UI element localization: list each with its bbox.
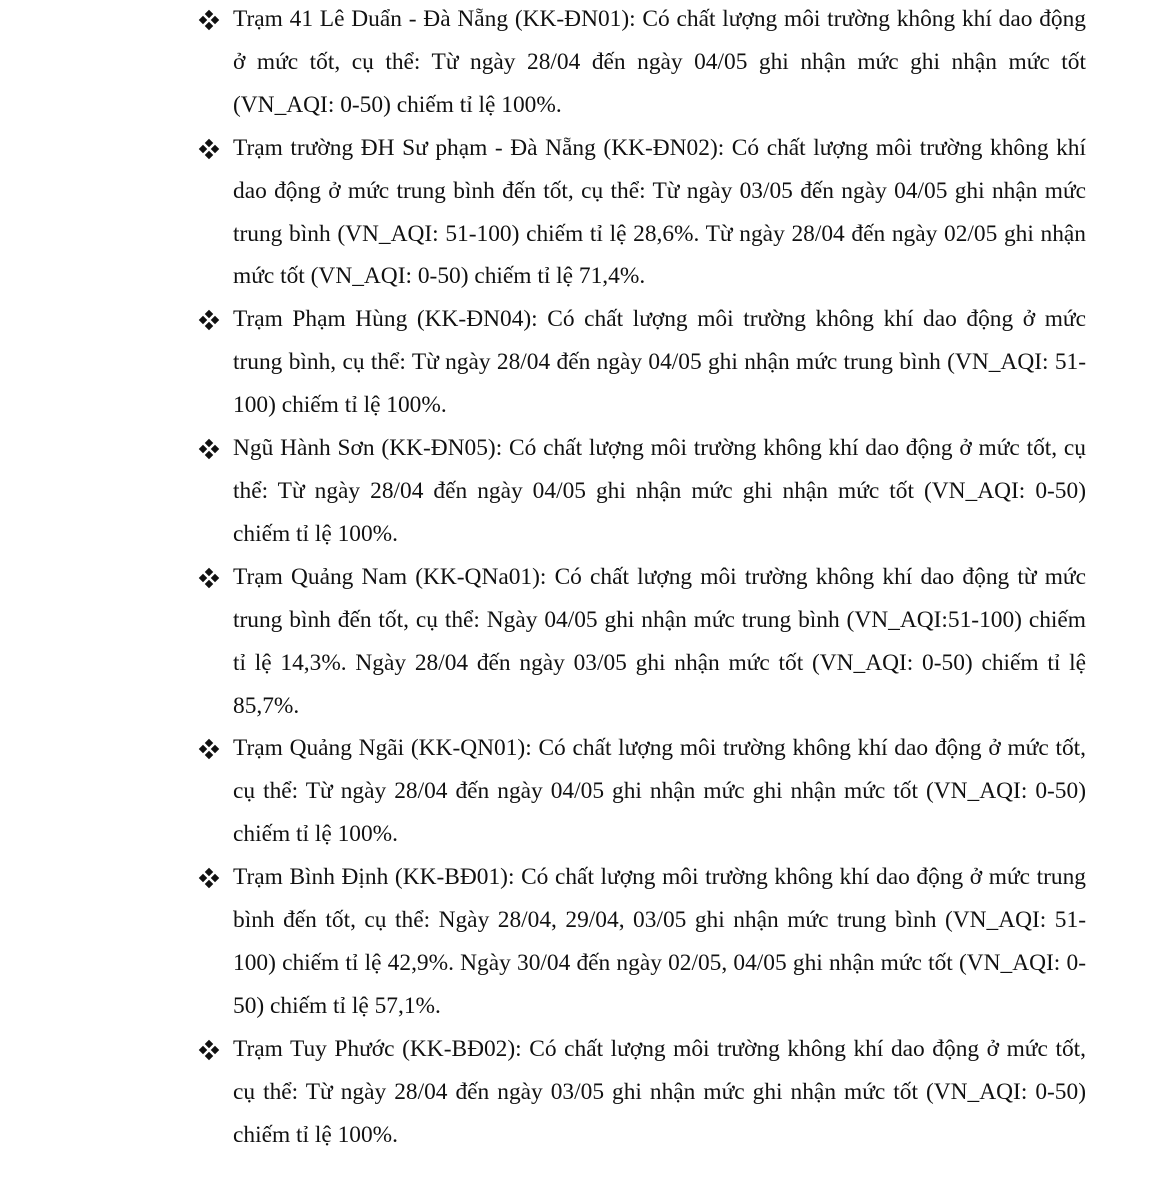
station-description: Trạm Bình Định (KK-BĐ01): Có chất lượng môi trường không khí dao động ở mức trung bình đến tốt, cụ thể: Ngày 28/04, 29/04, 03/05 ghi nhận mức trung bình (VN_AQI: 51-100) chiếm tỉ lệ 42,9%. Ngày 30/04 đến ngày 02/05, 04/05 ghi nhận mức tốt (VN_AQI: 0-50) chiếm tỉ lệ 57,1%.	[233, 864, 1086, 1019]
station-list-item	[197, 427, 1086, 556]
diamond-bullet-icon	[199, 569, 219, 589]
station-description: Trạm 41 Lê Duẩn - Đà Nẵng (KK-ĐN01): Có chất lượng môi trường không khí dao động ở mức tốt, cụ thể: Từ ngày 28/04 đến ngày 04/05 ghi nhận mức ghi nhận mức tốt (VN_AQI: 0-50) chiếm tỉ lệ 100%.	[233, 6, 1086, 118]
station-description: Trạm Quảng Ngãi (KK-QN01): Có chất lượng môi trường không khí dao động ở mức tốt, cụ thể: Từ ngày 28/04 đến ngày 04/05 ghi nhận mức ghi nhận mức tốt (VN_AQI: 0-50) chiếm tỉ lệ 100%.	[233, 735, 1086, 848]
station-list-item	[197, 556, 1086, 728]
diamond-bullet-icon	[199, 440, 219, 460]
station-description: Trạm Quảng Nam (KK-QNa01): Có chất lượng môi trường không khí dao động từ mức trung bình đến tốt, cụ thể: Ngày 04/05 ghi nhận mức trung bình (VN_AQI:51-100) chiếm tỉ lệ 14,3%. Ngày 28/04 đến ngày 03/05 ghi nhận mức tốt (VN_AQI: 0-50) chiếm tỉ lệ 85,7%.	[233, 563, 1086, 719]
station-list-item	[197, 727, 1086, 856]
station-description: Trạm Tuy Phước (KK-BĐ02): Có chất lượng môi trường không khí dao động ở mức tốt, cụ thể: Từ ngày 28/04 đến ngày 03/05 ghi nhận mức ghi nhận mức tốt (VN_AQI: 0-50) chiếm tỉ lệ 100%.	[233, 1035, 1086, 1148]
diamond-bullet-icon	[199, 140, 219, 160]
station-description: Trạm Phạm Hùng (KK-ĐN04): Có chất lượng môi trường không khí dao động ở mức trung bình, cụ thể: Từ ngày 28/04 đến ngày 04/05 ghi nhận mức trung bình (VN_AQI: 51-100) chiếm tỉ lệ 100%.	[233, 306, 1086, 419]
diamond-bullet-icon	[199, 740, 219, 760]
diamond-bullet-icon	[199, 311, 219, 331]
diamond-bullet-icon	[199, 869, 219, 889]
station-list-item	[197, 1028, 1086, 1157]
station-list-item	[197, 127, 1086, 299]
station-description: Ngũ Hành Sơn (KK-ĐN05): Có chất lượng môi trường không khí dao động ở mức tốt, cụ thể: Từ ngày 28/04 đến ngày 04/05 ghi nhận mức ghi nhận mức tốt (VN_AQI: 0-50) chiếm tỉ lệ 100%.	[233, 435, 1086, 547]
diamond-bullet-icon	[199, 11, 219, 31]
document-body	[197, 0, 1086, 1156]
station-list-item	[197, 298, 1086, 427]
station-description: Trạm trường ĐH Sư phạm - Đà Nẵng (KK-ĐN02): Có chất lượng môi trường không khí dao động ở mức trung bình đến tốt, cụ thể: Từ ngày 03/05 đến ngày 04/05 ghi nhận mức trung bình (VN_AQI: 51-100) chiếm tỉ lệ 28,6%. Từ ngày 28/04 đến ngày 02/05 ghi nhận mức tốt (VN_AQI: 0-50) chiếm tỉ lệ 71,4%.	[233, 134, 1086, 290]
station-list-item	[197, 0, 1086, 127]
station-list-item	[197, 856, 1086, 1028]
diamond-bullet-icon	[199, 1041, 219, 1061]
